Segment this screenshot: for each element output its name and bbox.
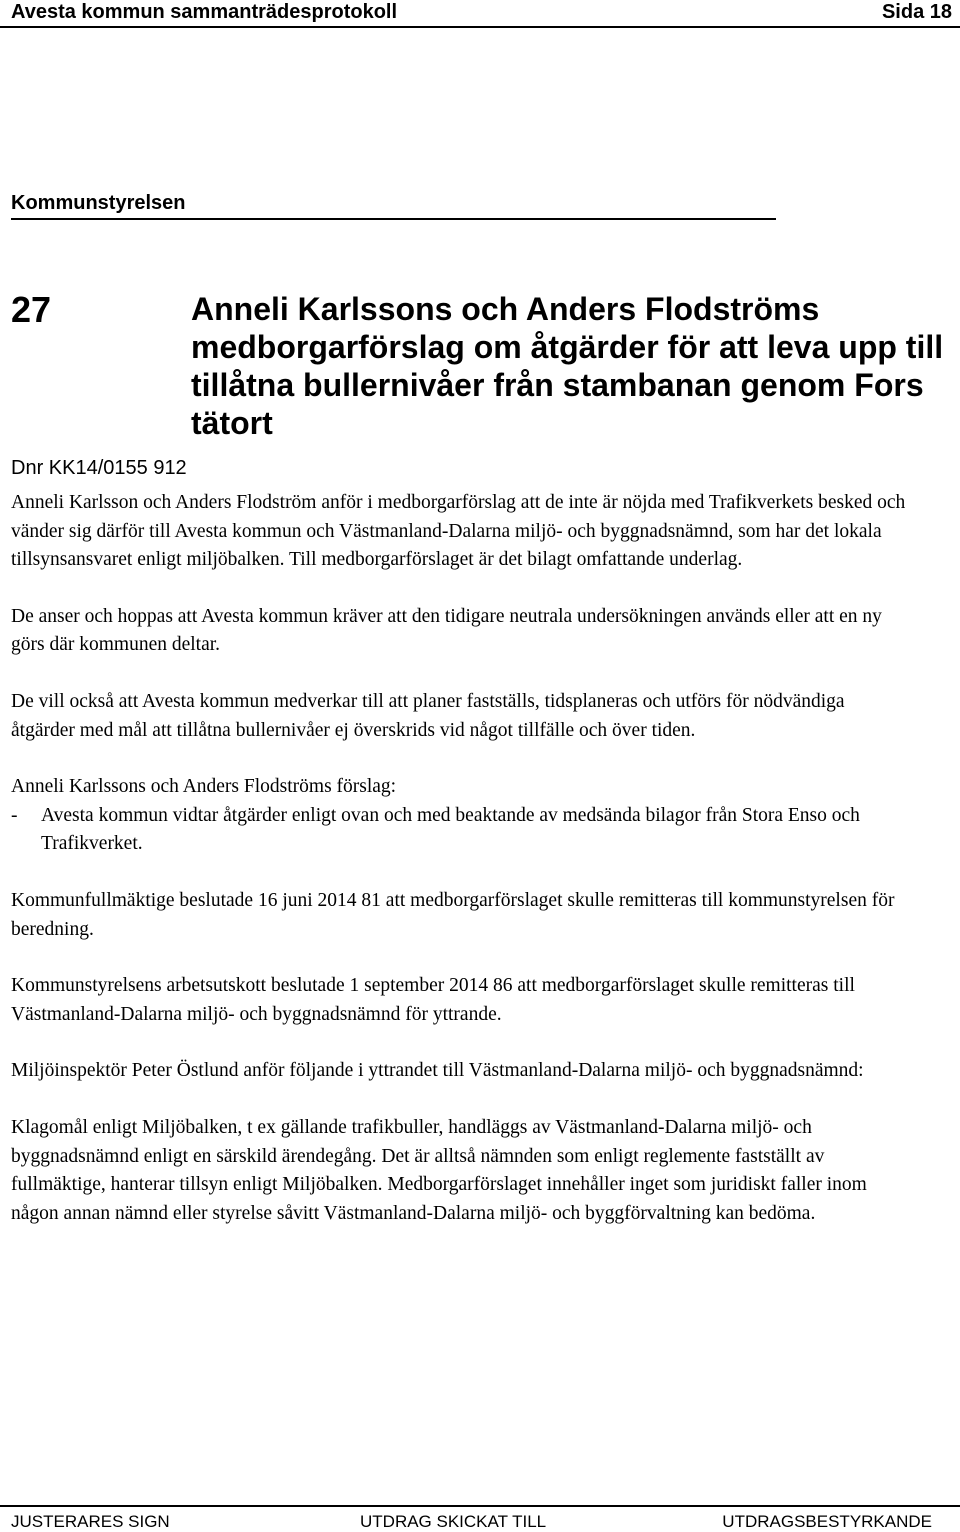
page-number: Sida 18 [881,1,952,23]
proposal-list-item [11,802,911,859]
section-number: 27 [11,289,52,330]
department-underline [11,218,776,220]
document-title: Avesta kommun sammanträdesprotokoll [11,1,398,23]
department-heading: Kommunstyrelsen [11,192,186,214]
proposal-list-item-text: Avesta kommun vidtar åtgärder enligt ovan och med beaktande av medsända bilagor från Stora Enso och Trafikverket. [41,804,860,855]
paragraph-council-decision: Kommunfullmäktige beslutade 16 juni 2014 81 att medborgarförslaget skulle remitteras till kommunstyrelsen för beredning. [11,889,895,940]
case-number: Dnr KK14/0155 912 [11,457,187,479]
paragraph-proposal-summary: Anneli Karlsson och Anders Flodström anför i medborgarförslag att de inte är nöjda med Trafikverkets besked och vänder sig därför till Avesta kommun och Västmanland-Dalarna miljö- och byggnadsnämnd, som har det lokala tillsynsansvaret enligt miljöbalken. Till medborgarförslaget är det bilagt omfattande underlag. [11,492,906,571]
paragraph-inspector-intro: Miljöinspektör Peter Östlund anför följande i yttrandet till Västmanland-Dalarna miljö- och byggnadsnämnd: [11,1060,864,1082]
footer-sent-to: UTDRAG SKICKAT TILL [360,1512,547,1531]
paragraph-measures: De vill också att Avesta kommun medverkar till att planer fastställs, tidsplaneras och utförs för nödvändiga åtgärder med mål att tillåtna bullernivåer ej överskrids vid något tillfälle och över tiden. [11,690,845,741]
protocol-body [11,489,911,1256]
footer-sign: JUSTERARES SIGN [11,1512,170,1531]
paragraph-committee-decision: Kommunstyrelsens arbetsutskott beslutade 1 september 2014 86 att medborgarförslaget skulle remitteras till Västmanland-Dalarna miljö- och byggnadsnämnd för yttrande. [11,975,855,1025]
footer-certified: UTDRAGSBESTYRKANDE [722,1512,932,1531]
section-title: Anneli Karlssons och Anders Flodströms medborgarförslag om åtgärder för att leva upp till tillåtna bullernivåer från stambanan genom Fors tätort [191,291,944,441]
page-footer [0,1505,960,1532]
paragraph-inspector-statement: Klagomål enligt Miljöbalken, t ex gällande trafikbuller, handläggs av Västmanland-Dalarna miljö- och byggnadsnämnd enligt en särskild ärendegång. Det är alltså nämnden som enligt reglemente fastställt av fullmäktige, hanterar tillsyn enligt Miljöbalken. Medborgarförslaget innehåller inget som juridiskt faller inom någon annan nämnd eller styrelse såvitt Västmanland-Dalarna miljö- och byggförvaltning kan bedöma. [11,1116,867,1224]
list-dash: - [11,804,18,826]
paragraph-investigation: De anser och hoppas att Avesta kommun kräver att den tidigare neutrala undersökningen används eller att en ny görs där kommunen deltar. [11,605,882,656]
paragraph-proposal-heading: Anneli Karlssons och Anders Flodströms förslag: [11,776,397,798]
page-header [0,0,960,28]
